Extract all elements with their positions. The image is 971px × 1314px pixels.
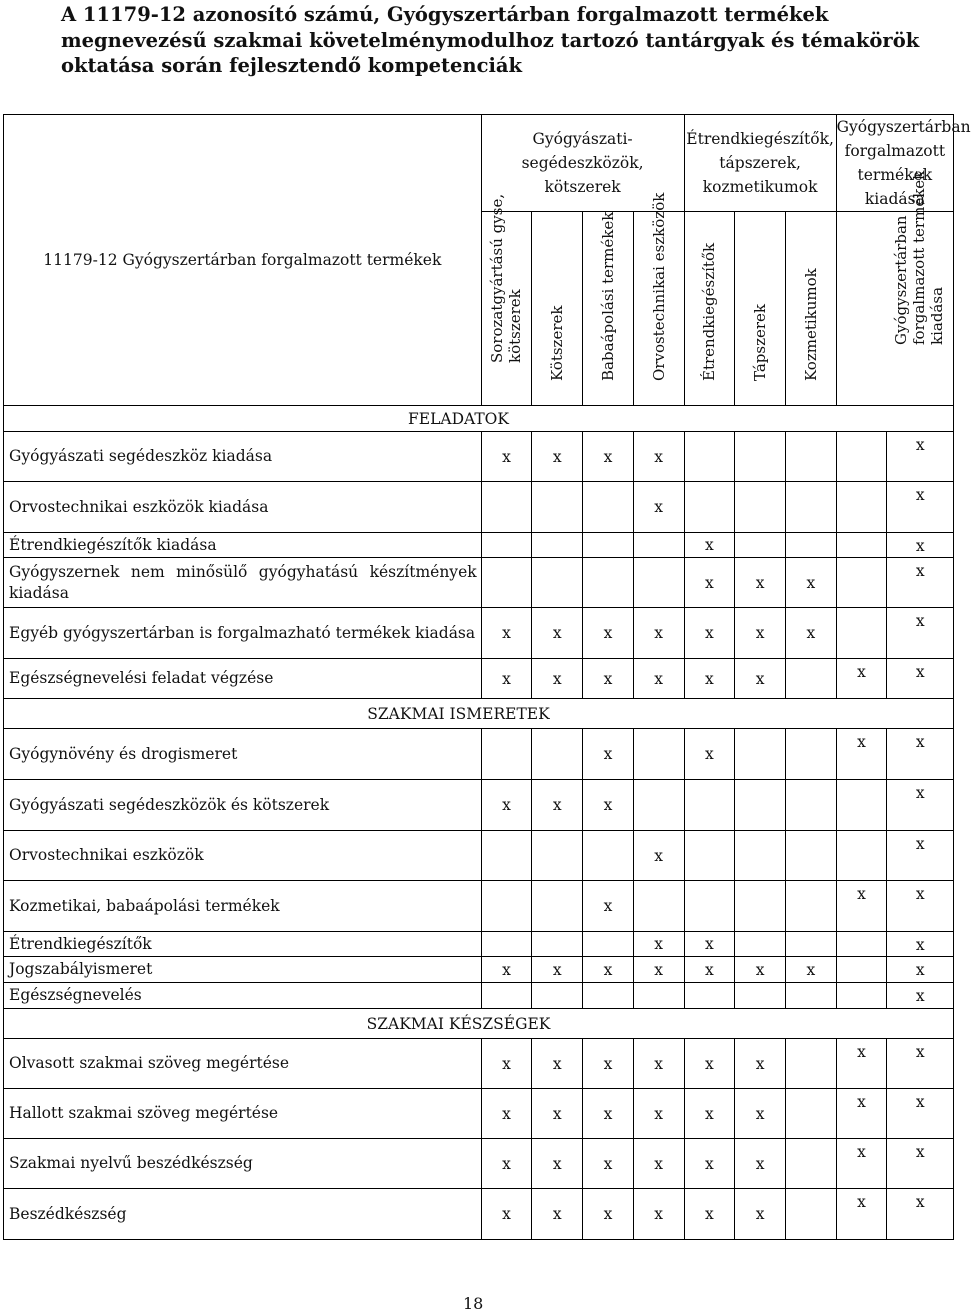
table-row	[4, 659, 954, 699]
mark-cell	[481, 729, 532, 780]
mark-cell	[583, 831, 634, 881]
row-label: Egyéb gyógyszertárban is forgalmazható termékek kiadása	[4, 608, 482, 659]
mark-cell: x	[887, 432, 954, 482]
mark-cell	[684, 780, 735, 831]
mark-cell: x	[532, 659, 583, 699]
mark-cell	[836, 957, 887, 983]
table-row	[4, 983, 954, 1009]
mark-cell: x	[633, 608, 684, 659]
mark-cell: x	[583, 957, 634, 983]
mark-cell: x	[684, 1039, 735, 1089]
mark-cell	[633, 780, 684, 831]
module-name-cell	[4, 115, 482, 406]
mark-cell	[684, 983, 735, 1009]
table-row	[4, 1039, 954, 1089]
mark-cell: x	[887, 831, 954, 881]
mark-cell: x	[836, 729, 887, 780]
column-header-label: Tápszerek	[751, 304, 770, 381]
mark-cell: x	[633, 1089, 684, 1139]
section-heading	[4, 699, 954, 729]
column-header-label: Kozmetikumok	[801, 268, 820, 381]
mark-cell	[481, 482, 532, 533]
mark-cell: x	[532, 780, 583, 831]
row-label: Olvasott szakmai szöveg megértése	[4, 1039, 482, 1089]
table-row	[4, 1139, 954, 1189]
mark-cell	[481, 533, 532, 558]
mark-cell: x	[684, 1089, 735, 1139]
mark-cell: x	[481, 1189, 532, 1240]
mark-cell: x	[836, 659, 887, 699]
mark-cell	[735, 729, 786, 780]
row-label: Kozmetikai, babaápolási termékek	[4, 881, 482, 932]
mark-cell	[735, 881, 786, 932]
mark-cell: x	[481, 608, 532, 659]
page-number: 18	[463, 1294, 484, 1313]
mark-cell: x	[532, 1039, 583, 1089]
mark-cell	[532, 881, 583, 932]
mark-cell	[785, 831, 836, 881]
mark-cell: x	[532, 1089, 583, 1139]
mark-cell: x	[532, 1189, 583, 1240]
mark-cell	[785, 432, 836, 482]
mark-cell	[481, 831, 532, 881]
mark-cell	[532, 983, 583, 1009]
mark-cell: x	[735, 957, 786, 983]
row-label: Gyógyszernek nem minősülő gyógyhatású készítmények kiadása	[4, 558, 482, 608]
mark-cell	[684, 881, 735, 932]
row-label: Beszédkészség	[4, 1189, 482, 1240]
table-row	[4, 608, 954, 659]
mark-cell: x	[785, 608, 836, 659]
mark-cell	[785, 482, 836, 533]
mark-cell	[836, 533, 887, 558]
competency-table	[3, 114, 971, 1240]
mark-cell: x	[583, 1039, 634, 1089]
row-label: Gyógyászati segédeszközök és kötszerek	[4, 780, 482, 831]
mark-cell: x	[887, 957, 954, 983]
mark-cell: x	[836, 881, 887, 932]
mark-cell: x	[684, 558, 735, 608]
mark-cell: x	[735, 1089, 786, 1139]
mark-cell: x	[735, 1139, 786, 1189]
mark-cell	[836, 983, 887, 1009]
mark-cell	[785, 881, 836, 932]
mark-cell	[481, 983, 532, 1009]
mark-cell: x	[735, 608, 786, 659]
column-header-kotszerek	[532, 212, 583, 406]
table-row	[4, 957, 954, 983]
mark-cell: x	[481, 432, 532, 482]
mark-cell	[735, 533, 786, 558]
mark-cell: x	[633, 432, 684, 482]
column-header-sorozat	[481, 193, 532, 406]
mark-cell	[633, 558, 684, 608]
mark-cell	[785, 1039, 836, 1089]
mark-cell	[633, 983, 684, 1009]
row-label: Szakmai nyelvű beszédkészség	[4, 1139, 482, 1189]
mark-cell: x	[887, 1189, 954, 1240]
mark-cell: x	[887, 1139, 954, 1189]
mark-cell	[735, 482, 786, 533]
mark-cell: x	[633, 1139, 684, 1189]
table-row	[4, 831, 954, 881]
mark-cell: x	[887, 608, 954, 659]
row-label: Gyógyászati segédeszköz kiadása	[4, 432, 482, 482]
mark-cell: x	[684, 932, 735, 957]
mark-cell	[785, 1089, 836, 1139]
mark-cell: x	[481, 1089, 532, 1139]
mark-cell	[532, 482, 583, 533]
mark-cell: x	[684, 533, 735, 558]
mark-cell	[785, 780, 836, 831]
mark-cell	[481, 558, 532, 608]
mark-cell: x	[481, 659, 532, 699]
mark-cell: x	[633, 1039, 684, 1089]
mark-cell: x	[481, 957, 532, 983]
mark-cell	[785, 533, 836, 558]
table-row	[4, 780, 954, 831]
mark-cell: x	[887, 558, 954, 608]
mark-cell: x	[684, 1189, 735, 1240]
mark-cell	[532, 558, 583, 608]
mark-cell	[583, 983, 634, 1009]
mark-cell: x	[684, 729, 735, 780]
table-row	[4, 932, 954, 957]
mark-cell	[785, 932, 836, 957]
mark-cell	[684, 831, 735, 881]
mark-cell: x	[684, 659, 735, 699]
mark-cell	[785, 729, 836, 780]
mark-cell: x	[785, 957, 836, 983]
table-row	[4, 881, 954, 932]
mark-cell	[735, 831, 786, 881]
mark-cell	[785, 1139, 836, 1189]
mark-cell: x	[735, 659, 786, 699]
mark-cell	[836, 932, 887, 957]
mark-cell: x	[633, 659, 684, 699]
row-label: Egészségnevelési feladat végzése	[4, 659, 482, 699]
mark-cell: x	[887, 729, 954, 780]
mark-cell: x	[633, 482, 684, 533]
mark-cell: x	[887, 780, 954, 831]
mark-cell	[785, 1189, 836, 1240]
mark-cell: x	[583, 1139, 634, 1189]
mark-cell: x	[633, 1189, 684, 1240]
mark-cell: x	[532, 608, 583, 659]
table-row	[4, 1189, 954, 1240]
mark-cell: x	[887, 482, 954, 533]
mark-cell: x	[583, 729, 634, 780]
mark-cell: x	[735, 558, 786, 608]
mark-cell	[735, 932, 786, 957]
mark-cell: x	[684, 608, 735, 659]
column-header-babaapolasi	[583, 212, 634, 406]
column-header-tapszerek	[735, 212, 786, 406]
mark-cell	[532, 932, 583, 957]
table-row	[4, 482, 954, 533]
group-label: Gyógyászati-segédeszközök, kötszerek	[521, 130, 644, 196]
mark-cell	[583, 482, 634, 533]
column-header-orvostechnikai	[633, 192, 684, 406]
row-label: Étrendkiegészítők	[4, 932, 482, 957]
mark-cell: x	[633, 932, 684, 957]
mark-cell: x	[583, 1089, 634, 1139]
mark-cell: x	[583, 1189, 634, 1240]
mark-cell: x	[785, 558, 836, 608]
mark-cell: x	[532, 1139, 583, 1189]
column-header-label: Kötszerek	[548, 305, 567, 381]
row-label: Gyógynövény és drogismeret	[4, 729, 482, 780]
mark-cell: x	[887, 932, 954, 957]
table-row	[4, 1089, 954, 1139]
mark-cell: x	[836, 1139, 887, 1189]
mark-cell	[481, 932, 532, 957]
row-label: Egészségnevelés	[4, 983, 482, 1009]
table-row	[4, 533, 954, 558]
column-header-kozmetikumok	[785, 212, 836, 406]
mark-cell: x	[887, 659, 954, 699]
mark-cell: x	[583, 780, 634, 831]
module-name: 11179-12 Gyógyszertárban forgalmazott termékek	[43, 251, 442, 269]
table-row	[4, 432, 954, 482]
group-header-etrend	[684, 115, 836, 212]
section-heading-label: FELADATOK	[408, 409, 509, 428]
mark-cell: x	[887, 1089, 954, 1139]
mark-cell: x	[583, 881, 634, 932]
mark-cell	[735, 432, 786, 482]
mark-cell	[836, 780, 887, 831]
column-header-label: Étrendkiegészítők	[700, 242, 719, 381]
mark-cell	[785, 983, 836, 1009]
section-heading-label: SZAKMAI ISMERETEK	[367, 704, 550, 723]
column-header-label: Babaápolási termékek	[598, 211, 617, 381]
mark-cell: x	[836, 1039, 887, 1089]
mark-cell	[785, 659, 836, 699]
mark-cell: x	[583, 432, 634, 482]
mark-cell	[836, 482, 887, 533]
mark-cell	[532, 729, 583, 780]
mark-cell	[532, 533, 583, 558]
table-row	[4, 729, 954, 780]
row-label: Étrendkiegészítők kiadása	[4, 533, 482, 558]
section-heading	[4, 406, 954, 432]
mark-cell	[836, 432, 887, 482]
mark-cell: x	[836, 1189, 887, 1240]
mark-cell	[836, 831, 887, 881]
mark-cell	[481, 881, 532, 932]
mark-cell: x	[887, 881, 954, 932]
mark-cell	[532, 831, 583, 881]
group-label: Gyógyszertárban forgalmazott termékek kiadása	[836, 118, 971, 208]
mark-cell: x	[481, 780, 532, 831]
mark-cell	[684, 432, 735, 482]
page-title: A 11179-12 azonosító számú, Gyógyszertárban forgalmazott termékek megnevezésű szakmai követelménymodulhoz tartozó tantárgyak és témakörök oktatása során fejlesztendő kompetenciák	[61, 3, 920, 77]
mark-cell: x	[836, 1089, 887, 1139]
mark-cell	[583, 932, 634, 957]
mark-cell: x	[532, 957, 583, 983]
mark-cell	[836, 608, 887, 659]
mark-cell	[735, 983, 786, 1009]
mark-cell: x	[684, 1139, 735, 1189]
section-heading	[4, 1009, 954, 1039]
mark-cell	[633, 533, 684, 558]
mark-cell: x	[532, 432, 583, 482]
mark-cell: x	[735, 1189, 786, 1240]
mark-cell: x	[887, 533, 954, 558]
mark-cell	[633, 881, 684, 932]
mark-cell: x	[684, 957, 735, 983]
mark-cell: x	[481, 1039, 532, 1089]
mark-cell	[633, 729, 684, 780]
mark-cell: x	[583, 659, 634, 699]
mark-cell: x	[735, 1039, 786, 1089]
group-label: Étrendkiegészítők, tápszerek, kozmetikumok	[686, 130, 834, 196]
row-label: Jogszabályismeret	[4, 957, 482, 983]
mark-cell: x	[887, 983, 954, 1009]
mark-cell: x	[633, 957, 684, 983]
mark-cell: x	[887, 1039, 954, 1089]
table-row	[4, 558, 954, 608]
row-label: Orvostechnikai eszközök	[4, 831, 482, 881]
row-label: Hallott szakmai szöveg megértése	[4, 1089, 482, 1139]
column-header-label: Orvostechnikai eszközök	[649, 192, 668, 381]
mark-cell: x	[583, 608, 634, 659]
mark-cell	[583, 533, 634, 558]
section-heading-label: SZAKMAI KÉSZSÉGEK	[366, 1014, 551, 1033]
mark-cell	[735, 780, 786, 831]
column-header-label: Gyógyszertárban forgalmazott termékek kiadása	[892, 170, 947, 345]
mark-cell: x	[633, 831, 684, 881]
mark-cell: x	[481, 1139, 532, 1189]
mark-cell	[684, 482, 735, 533]
row-label: Orvostechnikai eszközök kiadása	[4, 482, 482, 533]
column-header-etrendkiegeszitok	[684, 212, 735, 406]
column-header-kiadas	[836, 170, 953, 406]
mark-cell	[583, 558, 634, 608]
mark-cell	[836, 558, 887, 608]
column-header-label: Sorozatgyártású gyse, kötszerek	[487, 193, 524, 363]
